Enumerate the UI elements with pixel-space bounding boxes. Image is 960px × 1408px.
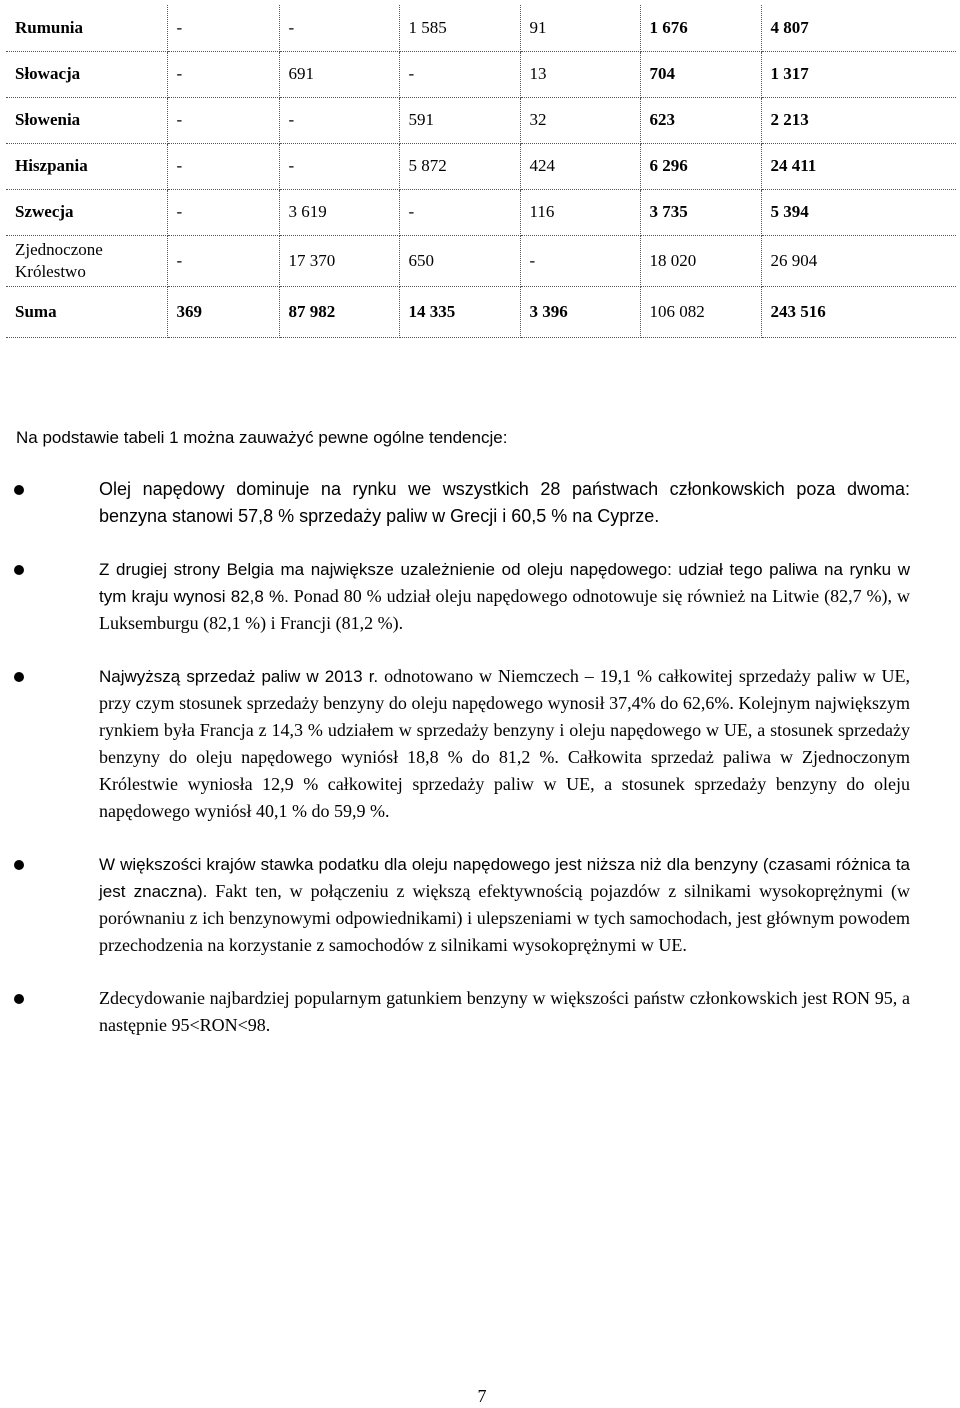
table-cell: - [167, 5, 279, 51]
bullet-text: Najwyższą sprzedaż paliw w 2013 r. [99, 667, 379, 686]
table-cell: 623 [640, 97, 761, 143]
table-cell: 91 [520, 5, 640, 51]
table-cell: 243 516 [761, 286, 956, 337]
table-cell: 6 296 [640, 143, 761, 189]
table-cell: - [167, 143, 279, 189]
table-cell: 18 020 [640, 235, 761, 286]
table-cell: 5 394 [761, 189, 956, 235]
table-cell: 2 213 [761, 97, 956, 143]
table-row [6, 97, 956, 143]
table-cell: - [167, 235, 279, 286]
table-cell: 3 619 [279, 189, 399, 235]
table-cell: 3 735 [640, 189, 761, 235]
page-number: 7 [477, 1386, 487, 1406]
table-cell: 13 [520, 51, 640, 97]
country-cell: Rumunia [6, 5, 167, 51]
table-cell: - [279, 5, 399, 51]
table-cell: 87 982 [279, 286, 399, 337]
bullet-text: Olej napędowy dominuje na rynku we wszystkich 28 państwach członkowskich poza dwoma: benzyna stanowi 57,8 % sprzedaży paliw w Grecji i 60,5 % na Cyprze. [99, 479, 910, 526]
country-cell: Słowacja [6, 51, 167, 97]
table-cell: 32 [520, 97, 640, 143]
table-cell: - [399, 189, 520, 235]
table-cell: 17 370 [279, 235, 399, 286]
table-cell: 116 [520, 189, 640, 235]
table-cell: 3 396 [520, 286, 640, 337]
table-cell: - [167, 189, 279, 235]
bullet-icon [14, 485, 24, 495]
bullet-text: Ponad 80 % udział oleju napędowego odnotowuje się również na Litwie (82,7 %), w Luksemburgu (82,1 %) i Francji (81,2 %). [99, 586, 910, 633]
table-cell: 106 082 [640, 286, 761, 337]
table-row-sum [6, 286, 956, 337]
list-item [0, 476, 910, 530]
list-item [0, 985, 910, 1039]
list-item [0, 556, 910, 637]
table-row [6, 51, 956, 97]
country-cell [6, 235, 167, 286]
list-item [0, 851, 910, 959]
country-cell: Słowenia [6, 97, 167, 143]
bullet-icon [14, 994, 24, 1004]
table-row [6, 189, 956, 235]
table-cell: 704 [640, 51, 761, 97]
fuel-sales-table [6, 5, 956, 338]
table-cell: 1 317 [761, 51, 956, 97]
table-cell: - [399, 51, 520, 97]
table-cell: 24 411 [761, 143, 956, 189]
bullet-text: Zdecydowanie najbardziej popularnym gatunkiem benzyny w większości państw członkowskich jest RON 95, a następnie 95<RON<98. [99, 988, 910, 1035]
country-line: Zjednoczone [15, 239, 103, 259]
list-item [0, 663, 910, 825]
table-row [6, 143, 956, 189]
table-cell: - [167, 51, 279, 97]
intro-paragraph: Na podstawie tabeli 1 można zauważyć pewne ogólne tendencje: [16, 428, 508, 447]
table-cell: - [167, 97, 279, 143]
table-cell: 4 807 [761, 5, 956, 51]
table-cell: 691 [279, 51, 399, 97]
table-cell: - [520, 235, 640, 286]
sum-label-cell: Suma [6, 286, 167, 337]
table-cell: 26 904 [761, 235, 956, 286]
bullet-text: W większości krajów stawka podatku dla oleju napędowego jest niższa niż dla benzyny (czasami różnica ta jest znaczna). [99, 855, 910, 901]
table-row [6, 5, 956, 51]
bullet-text: Kolejnym największym rynkiem była Francja z 14,3 % udziałem w sprzedaży benzyny i oleju napędowego w UE, a stosunek sprzedaży benzyny do oleju napędowego wyniósł 18,8 % do 81,2 %. [99, 693, 910, 767]
bullet-icon [14, 672, 24, 682]
table-cell: 591 [399, 97, 520, 143]
table-cell: - [279, 143, 399, 189]
country-line: Królestwo [15, 261, 86, 281]
table-row [6, 235, 956, 286]
table-cell: 369 [167, 286, 279, 337]
table-cell: 1 585 [399, 5, 520, 51]
table-cell: 650 [399, 235, 520, 286]
bullet-text: Z drugiej strony Belgia ma największe uzależnienie od oleju napędowego: udział tego paliwa na rynku w tym kraju wynosi 82,8 %. [99, 560, 910, 606]
table-cell: 5 872 [399, 143, 520, 189]
table-cell: - [279, 97, 399, 143]
country-cell: Hiszpania [6, 143, 167, 189]
country-cell: Szwecja [6, 189, 167, 235]
bullet-text: Całkowita sprzedaż paliwa w Zjednoczonym Królestwie wyniosła 12,9 % całkowitej sprzedaży paliw w UE, a stosunek sprzedaży benzyny do oleju napędowego wyniósł 40,1 % do 59,9 %. [99, 747, 911, 821]
bullet-text: Fakt ten, w połączeniu z większą efektywnością pojazdów z silnikami wysokoprężnymi (w porównaniu z ich benzynowymi odpowiednikami) i ulepszeniami w tych samochodach, jest głównym powodem przechodzenia na korzystanie z samochodów z silnikami wysokoprężnymi w UE. [99, 881, 910, 955]
bullet-icon [14, 860, 24, 870]
bullet-icon [14, 565, 24, 575]
table-cell: 14 335 [399, 286, 520, 337]
bullet-list [0, 476, 960, 1039]
table-cell: 424 [520, 143, 640, 189]
bullet-text: odnotowano w Niemczech – 19,1 % całkowitej sprzedaży paliw w UE, przy czym stosunek sprzedaży benzyny do oleju napędowego wynosił 37,4% do 62,6%. [99, 666, 911, 713]
table-cell: 1 676 [640, 5, 761, 51]
